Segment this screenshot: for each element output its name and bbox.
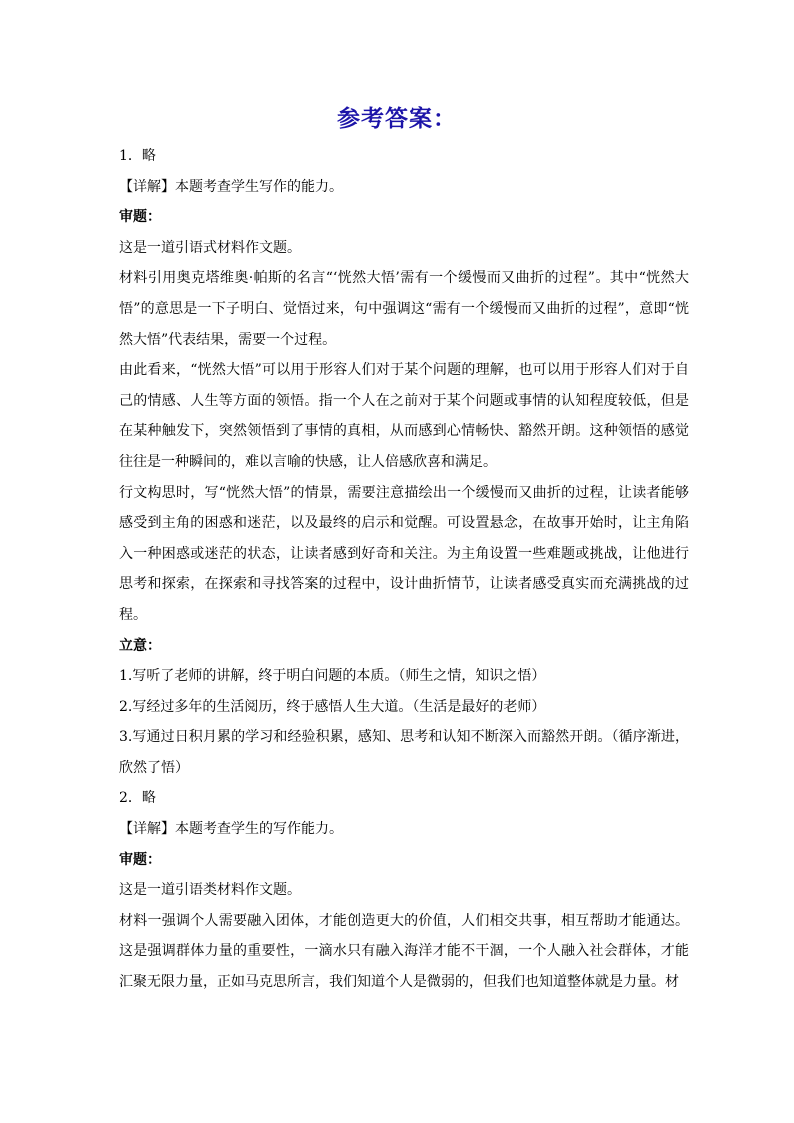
liyi-item: 1.写听了老师的讲解，终于明白问题的本质。（师生之情，知识之悟）	[119, 668, 546, 685]
detail-tag: 【详解】	[119, 821, 175, 838]
detail-tag: 【详解】	[119, 178, 175, 195]
paragraph: 这是一道引语式材料作文题。	[119, 239, 301, 256]
shenti-label: 审题：	[119, 851, 161, 868]
question-2-number: 2．略	[119, 790, 156, 807]
liyi-item: 3.写通过日积月累的学习和经验积累，感知、思考和认知不断深入而豁然开朗。（循序渐进，欣然了悟）	[119, 729, 689, 776]
detail-text: 本题考查学生写作的能力。	[175, 178, 343, 195]
liyi-item: 2.写经过多年的生活阅历，终于感悟人生大道。（生活是最好的老师）	[119, 698, 546, 715]
paragraph: 这是一道引语类材料作文题。	[119, 882, 301, 899]
liyi-label: 立意：	[119, 637, 161, 654]
answer-content	[119, 141, 689, 998]
question-1-detail	[119, 172, 689, 203]
detail-text: 本题考查学生的写作能力。	[175, 821, 343, 838]
shenti-label: 审题：	[119, 209, 161, 226]
paragraph: 由此看来，“恍然大悟”可以用于形容人们对于某个问题的理解，也可以用于形容人们对于自己的情感、人生等方面的领悟。指一个人在之前对于某个问题或事情的认知程度较低，但是在某种触发下，突然领悟到了事情的真相，从而感到心情畅快、豁然开朗。这种领悟的感觉往往是一种瞬间的，难以言喻的快感，让人倍感欣喜和满足。	[119, 362, 689, 470]
paragraph: 行文构思时，写“恍然大悟”的情景，需要注意描绘出一个缓慢而又曲折的过程，让读者能够感受到主角的困惑和迷茫，以及最终的启示和觉醒。可设置悬念，在故事开始时，让主角陷入一种困惑或迷茫的状态，让读者感到好奇和关注。为主角设置一些难题或挑战，让他进行思考和探索，在探索和寻找答案的过程中，设计曲折情节，让读者感受真实而充满挑战的过程。	[119, 484, 689, 623]
page-title: 参考答案：	[337, 105, 457, 132]
question-1-number: 1．略	[119, 148, 156, 164]
question-2-detail	[119, 814, 689, 845]
paragraph: 材料一强调个人需要融入团体，才能创造更大的价值，人们相交共事，相互帮助才能通达。这是强调群体力量的重要性，一滴水只有融入海洋才能不干涸，一个人融入社会群体，才能汇聚无限力量，正如马克思所言，我们知道个人是微弱的，但我们也知道整体就是力量。材	[119, 912, 689, 991]
paragraph: 材料引用奥克塔维奥·帕斯的名言“‘恍然大悟’需有一个缓慢而又曲折的过程”。其中“恍然大悟”的意思是一下子明白、觉悟过来，句中强调这“需有一个缓慢而又曲折的过程”，意即“恍然大悟”代表结果，需要一个过程。	[119, 270, 689, 348]
